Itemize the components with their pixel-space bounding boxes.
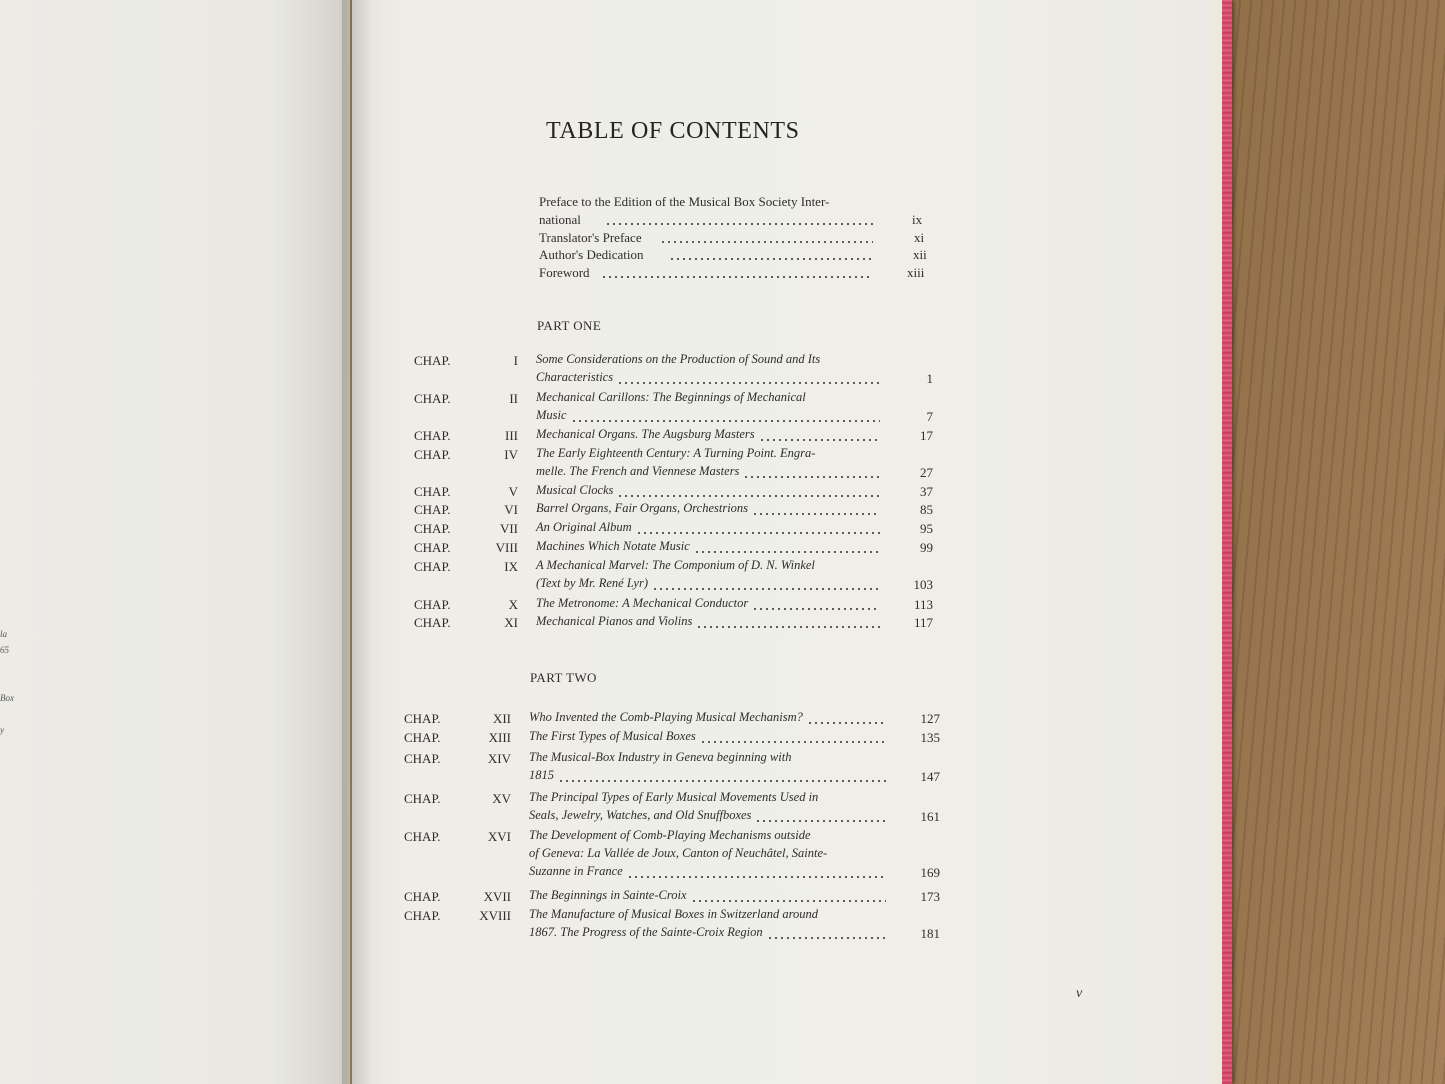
front-entry-translator: Translator's Preface [539, 230, 642, 245]
chapter-title-line: A Mechanical Marvel: The Componium of D. N. Winkel [536, 558, 815, 572]
chapter-title-line: Mechanical Organs. The Augsburg Masters [536, 427, 755, 441]
dot-leader [605, 223, 873, 225]
chapter-title-line: Seals, Jewelry, Watches, and Old Snuffboxes [529, 808, 752, 822]
chapter-label: CHAP. [414, 521, 451, 536]
chapter-title-line: Musical Clocks [536, 483, 614, 497]
chapter-label: CHAP. [404, 751, 441, 766]
chapter-title-line: The Manufacture of Musical Boxes in Switzerland around [529, 907, 818, 921]
chapter-label: CHAP. [404, 829, 441, 844]
chapter-title-line: Some Considerations on the Production of Sound and Its [536, 352, 821, 366]
front-entry-foreword: Foreword [539, 265, 590, 280]
chapter-title-line: Machines Which Notate Music [536, 539, 690, 553]
chapter-title-line: (Text by Mr. René Lyr) [536, 576, 648, 590]
front-entry-page: xii [913, 247, 927, 262]
dot-leader [617, 382, 880, 384]
chapter-numeral: XVII [483, 889, 511, 904]
wood-grain [1195, 0, 1445, 1084]
chapter-title-line: The Metronome: A Mechanical Conductor [536, 596, 749, 610]
chapter-numeral: XIII [488, 730, 511, 745]
chapter-numeral: XIV [487, 751, 511, 766]
chapter-label: CHAP. [414, 353, 451, 368]
chapter-title-line: The First Types of Musical Boxes [529, 729, 696, 743]
dot-leader [669, 258, 873, 260]
front-entry-page: xi [914, 230, 925, 245]
chapter-page-number: 1 [926, 371, 933, 386]
chapter-page-number: 85 [920, 502, 933, 517]
dot-leader [743, 476, 880, 478]
chapter-label: CHAP. [414, 559, 451, 574]
dot-leader [700, 741, 886, 743]
chapter-page-number: 27 [920, 465, 933, 480]
chapter-numeral: XVI [487, 829, 511, 844]
chapter-page-number: 103 [913, 577, 933, 592]
chapter-label: CHAP. [414, 428, 451, 443]
chapter-numeral: XII [492, 711, 511, 726]
chapter-page-number: 161 [920, 809, 940, 824]
chapter-numeral: IV [504, 447, 518, 462]
part-one-heading: PART ONE [537, 318, 602, 333]
chapter-label: CHAP. [404, 730, 441, 745]
chapter-label: CHAP. [414, 484, 451, 499]
chapter-page-number: 173 [920, 889, 940, 904]
chapter-page-number: 99 [920, 540, 933, 555]
front-entry-page: ix [912, 212, 923, 227]
chapter-page-number: 181 [920, 926, 940, 941]
chapter-numeral: VII [499, 521, 518, 536]
chapter-page-number: 127 [920, 711, 940, 726]
front-entry-page: xiii [907, 265, 925, 280]
dot-leader [752, 608, 880, 610]
dot-leader [571, 420, 880, 422]
chapter-label: CHAP. [414, 391, 451, 406]
chapter-numeral: IX [504, 559, 518, 574]
chapter-numeral: III [505, 428, 518, 443]
chapter-label: CHAP. [404, 889, 441, 904]
chapter-label: CHAP. [414, 615, 451, 630]
chapter-title-line: 1867. The Progress of the Sainte-Croix Region [529, 925, 763, 939]
chapter-page-number: 135 [920, 730, 940, 745]
dot-leader [696, 626, 880, 628]
left-page [0, 0, 350, 1084]
chapter-title-line: Mechanical Pianos and Violins [536, 614, 693, 628]
chapter-title-line: Mechanical Carillons: The Beginnings of Mechanical [536, 390, 806, 404]
part-two-heading: PART TWO [530, 670, 597, 685]
chapter-numeral: II [509, 391, 518, 406]
chapter-page-number: 169 [920, 865, 940, 880]
dot-leader [627, 876, 886, 878]
chapter-title-line: melle. The French and Viennese Masters [536, 464, 740, 478]
dot-leader [691, 900, 886, 902]
page-number-folio: v [1076, 986, 1083, 1001]
chapter-page-number: 95 [920, 521, 933, 536]
chapter-numeral: VI [504, 502, 518, 517]
front-entry-preface-line2: national [539, 212, 581, 227]
dot-leader [694, 551, 880, 553]
chapter-numeral: I [513, 353, 518, 368]
chapter-page-number: 147 [920, 769, 940, 784]
chapter-page-number: 17 [920, 428, 933, 443]
chapter-title-line: The Musical-Box Industry in Geneva beginning with [529, 750, 792, 764]
chapter-title-line: The Early Eighteenth Century: A Turning Point. Engra- [536, 446, 816, 460]
dot-leader [601, 276, 873, 278]
dot-leader [759, 439, 880, 441]
chapter-label: CHAP. [404, 791, 441, 806]
dot-leader [752, 513, 880, 515]
chapter-label: CHAP. [404, 908, 441, 923]
chapter-page-number: 7 [926, 409, 933, 424]
chapter-title-line: Barrel Organs, Fair Organs, Orchestrions [536, 501, 749, 515]
dot-leader [807, 722, 886, 724]
chapter-label: CHAP. [414, 597, 451, 612]
dot-leader [617, 495, 880, 497]
chapter-title-line: Who Invented the Comb-Playing Musical Mechanism? [529, 710, 803, 724]
chapter-title-line: The Development of Comb-Playing Mechanisms outside [529, 828, 811, 842]
chapter-page-number: 117 [913, 615, 933, 630]
chapter-numeral: XI [504, 615, 518, 630]
dot-leader [652, 588, 880, 590]
dot-leader [767, 937, 886, 939]
chapter-numeral: X [508, 597, 518, 612]
chapter-label: CHAP. [404, 711, 441, 726]
dot-leader [558, 780, 886, 782]
chapter-label: CHAP. [414, 540, 451, 555]
gutter-shadow [342, 0, 372, 1084]
marginalia-fragment: Box [0, 693, 14, 703]
book-spine [348, 0, 350, 1084]
chapter-numeral: V [508, 484, 518, 499]
chapter-title-line: An Original Album [536, 520, 632, 534]
page-title: TABLE OF CONTENTS [546, 118, 800, 144]
front-entry-dedication: Author's Dedication [539, 247, 644, 262]
marginalia-fragment: la [0, 629, 8, 639]
chapter-title-line: Suzanne in France [529, 864, 623, 878]
dot-leader [755, 820, 886, 822]
chapter-page-number: 37 [920, 484, 933, 499]
chapter-title-line: Characteristics [536, 370, 614, 384]
chapter-title-line: Music [536, 408, 567, 422]
chapter-title-line: 1815 [529, 768, 554, 782]
chapter-numeral: XV [492, 791, 511, 806]
marginalia-fragment: y [0, 725, 4, 735]
dot-leader [636, 532, 880, 534]
chapter-label: CHAP. [414, 502, 451, 517]
chapter-title-line: of Geneva: La Vallée de Joux, Canton of Neuchâtel, Sainte- [529, 846, 828, 860]
chapter-page-number: 113 [913, 597, 933, 612]
chapter-title-line: The Beginnings in Sainte-Croix [529, 888, 687, 902]
dot-leader [660, 241, 873, 243]
chapter-numeral: XVIII [479, 908, 511, 923]
chapter-label: CHAP. [414, 447, 451, 462]
marginalia-fragment: 65 [0, 645, 9, 655]
front-entry-preface-line1: Preface to the Edition of the Musical Box Society Inter- [539, 194, 830, 209]
chapter-title-line: The Principal Types of Early Musical Movements Used in [529, 790, 819, 804]
chapter-numeral: VIII [495, 540, 518, 555]
